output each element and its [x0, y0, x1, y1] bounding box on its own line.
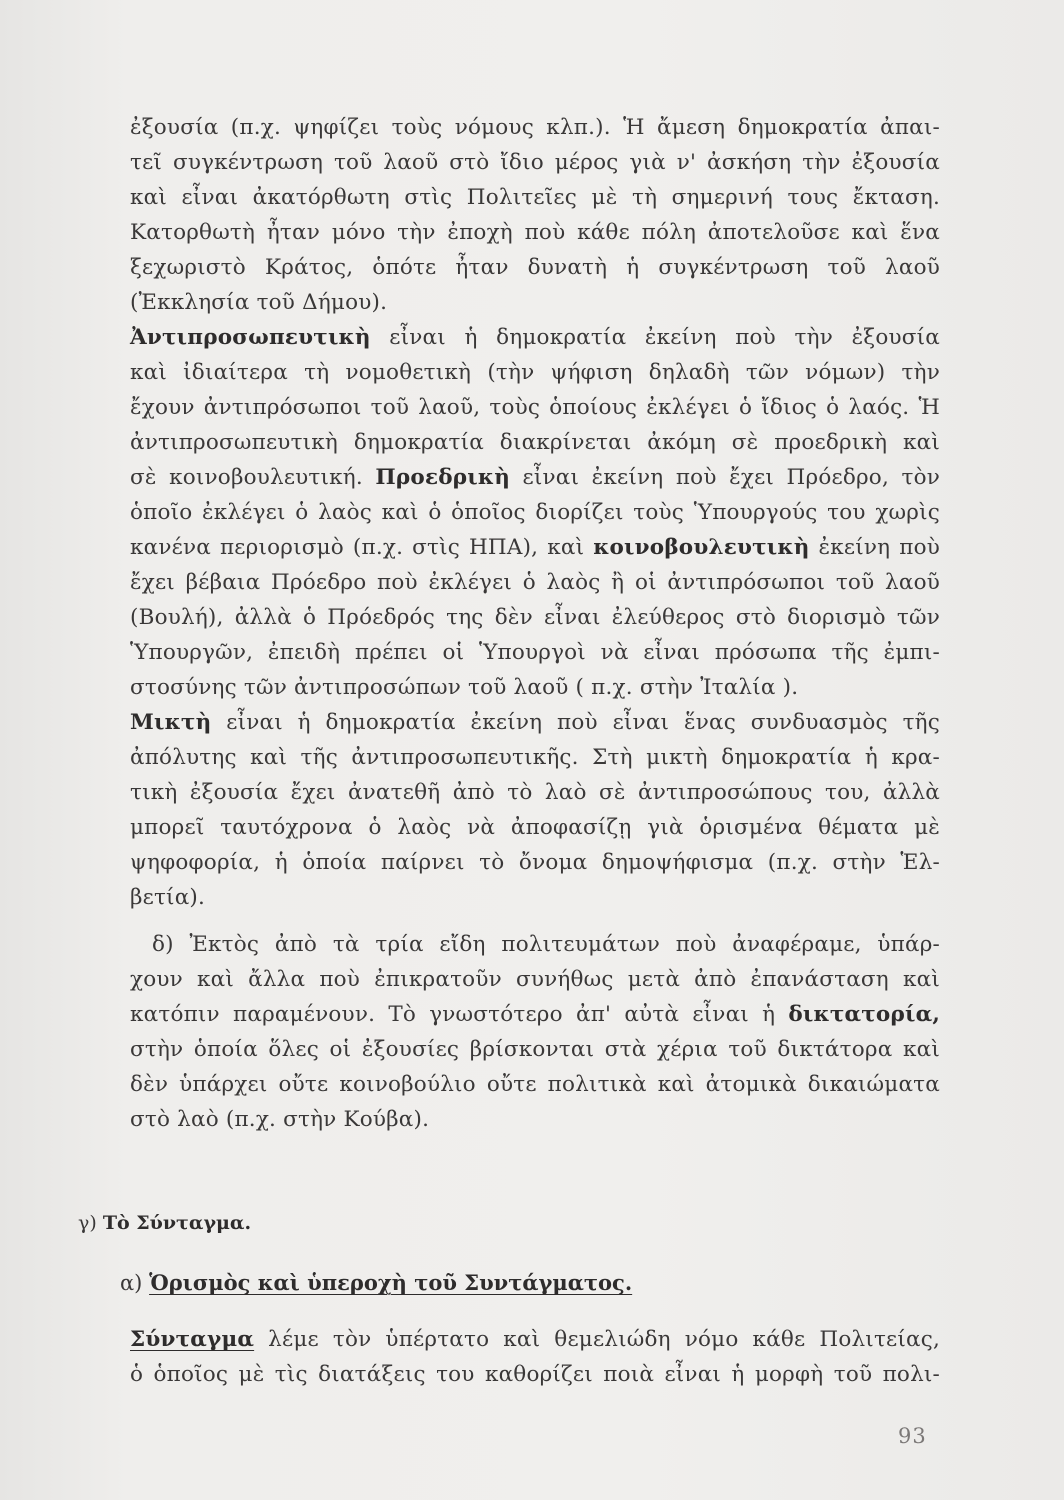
text-line: ξεχωριστὸ Κράτος, ὁπότε ἦταν δυνατὴ ἡ συγκέντρωση τοῦ λαοῦ	[130, 255, 940, 280]
text-line: ψηφοφορία, ἡ ὁποία παίρνει τὸ ὄνομα δημοψήφισμα (π.χ. στὴν Ἑλ-	[130, 850, 940, 875]
text-line: καὶ εἶναι ἀκατόρθωτη στὶς Πολιτεῖες μὲ τὴ σημερινή τους ἔκταση.	[130, 185, 940, 210]
term-mixed: Μικτὴ	[130, 710, 212, 735]
text-line: (Ἐκκλησία τοῦ Δήμου).	[130, 290, 388, 315]
term-presidential: Προεδρικὴ	[375, 465, 511, 490]
term-constitution: Σύνταγμα	[130, 1327, 255, 1352]
page-number: 93	[898, 1424, 927, 1448]
text-line: κανένα περιορισμὸ (π.χ. στὶς ΗΠΑ), καὶ κοινοβουλευτικὴ ἐκείνη ποὺ	[130, 535, 940, 560]
text-line: Σύνταγμα λέμε τὸν ὑπέρτατο καὶ θεμελιώδη νόμο κάθε Πολιτείας,	[130, 1327, 940, 1352]
section-heading: γ) Τὸ Σύνταγμα.	[78, 1212, 252, 1234]
paragraph-gap	[130, 915, 940, 927]
paragraph-representative-line: Ἀντιπροσωπευτικὴ εἶναι ἡ δημοκρατία ἐκείνη ποὺ τὴν ἐξουσία	[130, 325, 940, 350]
text-line: κατόπιν παραμένουν. Τὸ γνωστότερο ἀπ' αὐτὰ εἶναι ἡ δικτατορία,	[130, 1002, 940, 1027]
subsection-title: Ὁρισμὸς καὶ ὑπεροχὴ τοῦ Συντάγματος.	[149, 1270, 633, 1295]
text-line: Κατορθωτὴ ἦταν μόνο τὴν ἐποχὴ ποὺ κάθε πόλη ἀποτελοῦσε καὶ ἕνα	[130, 220, 940, 245]
constitution-definition	[130, 1322, 940, 1392]
text-line: δὲν ὑπάρχει οὔτε κοινοβούλιο οὔτε πολιτικὰ καὶ ἀτομικὰ δικαιώματα	[130, 1072, 940, 1097]
text-line: στὸ λαὸ (π.χ. στὴν Κούβα).	[130, 1107, 430, 1132]
text-line: καὶ ἰδιαίτερα τὴ νομοθετικὴ (τὴν ψήφιση δηλαδὴ τῶν νόμων) τὴν	[130, 360, 940, 385]
text-line: τεῖ συγκέντρωση τοῦ λαοῦ στὸ ἴδιο μέρος γιὰ ν' ἀσκήση τὴν ἐξουσία	[130, 150, 940, 175]
text-line: μπορεῖ ταυτόχρονα ὁ λαὸς νὰ ἀποφασίζῃ γιὰ ὁρισμένα θέματα μὲ	[130, 815, 940, 840]
text-line: σὲ κοινοβουλευτική. Προεδρικὴ εἶναι ἐκείνη ποὺ ἔχει Πρόεδρο, τὸν	[130, 465, 940, 490]
paragraph-mixed-line: Μικτὴ εἶναι ἡ δημοκρατία ἐκείνη ποὺ εἶναι ἕνας συνδυασμὸς τῆς	[130, 710, 940, 735]
text-line: Ὑπουργῶν, ἐπειδὴ πρέπει οἱ Ὑπουργοὶ νὰ εἶναι πρόσωπα τῆς ἐμπι-	[130, 640, 940, 665]
subsection-heading: α) Ὁρισμὸς καὶ ὑπεροχὴ τοῦ Συντάγματος.	[120, 1270, 633, 1295]
text-line: ἐξουσία (π.χ. ψηφίζει τοὺς νόμους κλπ.). Ἡ ἄμεση δημοκρατία ἀπαι-	[130, 115, 940, 140]
text-line: ὁποῖο ἐκλέγει ὁ λαὸς καὶ ὁ ὁποῖος διορίζει τοὺς Ὑπουργούς του χωρὶς	[130, 500, 940, 525]
text-line: τικὴ ἐξουσία ἔχει ἀνατεθῆ ἀπὸ τὸ λαὸ σὲ ἀντιπροσώπους του, ἀλλὰ	[130, 780, 940, 805]
term-representative: Ἀντιπροσωπευτικὴ	[130, 325, 371, 350]
text-line: ἀπόλυτης καὶ τῆς ἀντιπροσωπευτικῆς. Στὴ μικτὴ δημοκρατία ἡ κρα-	[130, 745, 940, 770]
text-line: ἔχουν ἀντιπρόσωποι τοῦ λαοῦ, τοὺς ὁποίους ἐκλέγει ὁ ἴδιος ὁ λαός. Ἡ	[130, 395, 940, 420]
text-line: στὴν ὁποία ὅλες οἱ ἐξουσίες βρίσκονται στὰ χέρια τοῦ δικτάτορα καὶ	[130, 1037, 940, 1062]
text-line: ἔχει βέβαια Πρόεδρο ποὺ ἐκλέγει ὁ λαὸς ἢ οἱ ἀντιπρόσωποι τοῦ λαοῦ	[130, 570, 940, 595]
text-line: στοσύνης τῶν ἀντιπροσώπων τοῦ λαοῦ ( π.χ. στὴν Ἰταλία ).	[130, 675, 799, 700]
text-line: (Βουλή), ἀλλὰ ὁ Πρόεδρός της δὲν εἶναι ἐλεύθερος στὸ διορισμὸ τῶν	[130, 605, 940, 630]
text-line: χουν καὶ ἄλλα ποὺ ἐπικρατοῦν συνήθως μετὰ ἀπὸ ἐπανάσταση καὶ	[130, 967, 940, 992]
text-line: βετία).	[130, 885, 206, 910]
text-line: ὁ ὁποῖος μὲ τὶς διατάξεις του καθορίζει ποιὰ εἶναι ἡ μορφὴ τοῦ πολι-	[130, 1362, 940, 1387]
main-text	[130, 110, 940, 1137]
term-parliamentary: κοινοβουλευτικὴ	[593, 535, 810, 560]
text-line: δ) Ἐκτὸς ἀπὸ τὰ τρία εἴδη πολιτευμάτων ποὺ ἀναφέραμε, ὑπάρ-	[152, 932, 940, 957]
section-title: Τὸ Σύνταγμα.	[102, 1212, 252, 1234]
term-dictatorship: δικτατορία,	[788, 1002, 940, 1027]
text-line: ἀντιπροσωπευτικὴ δημοκρατία διακρίνεται ἀκόμη σὲ προεδρικὴ καὶ	[130, 430, 940, 455]
